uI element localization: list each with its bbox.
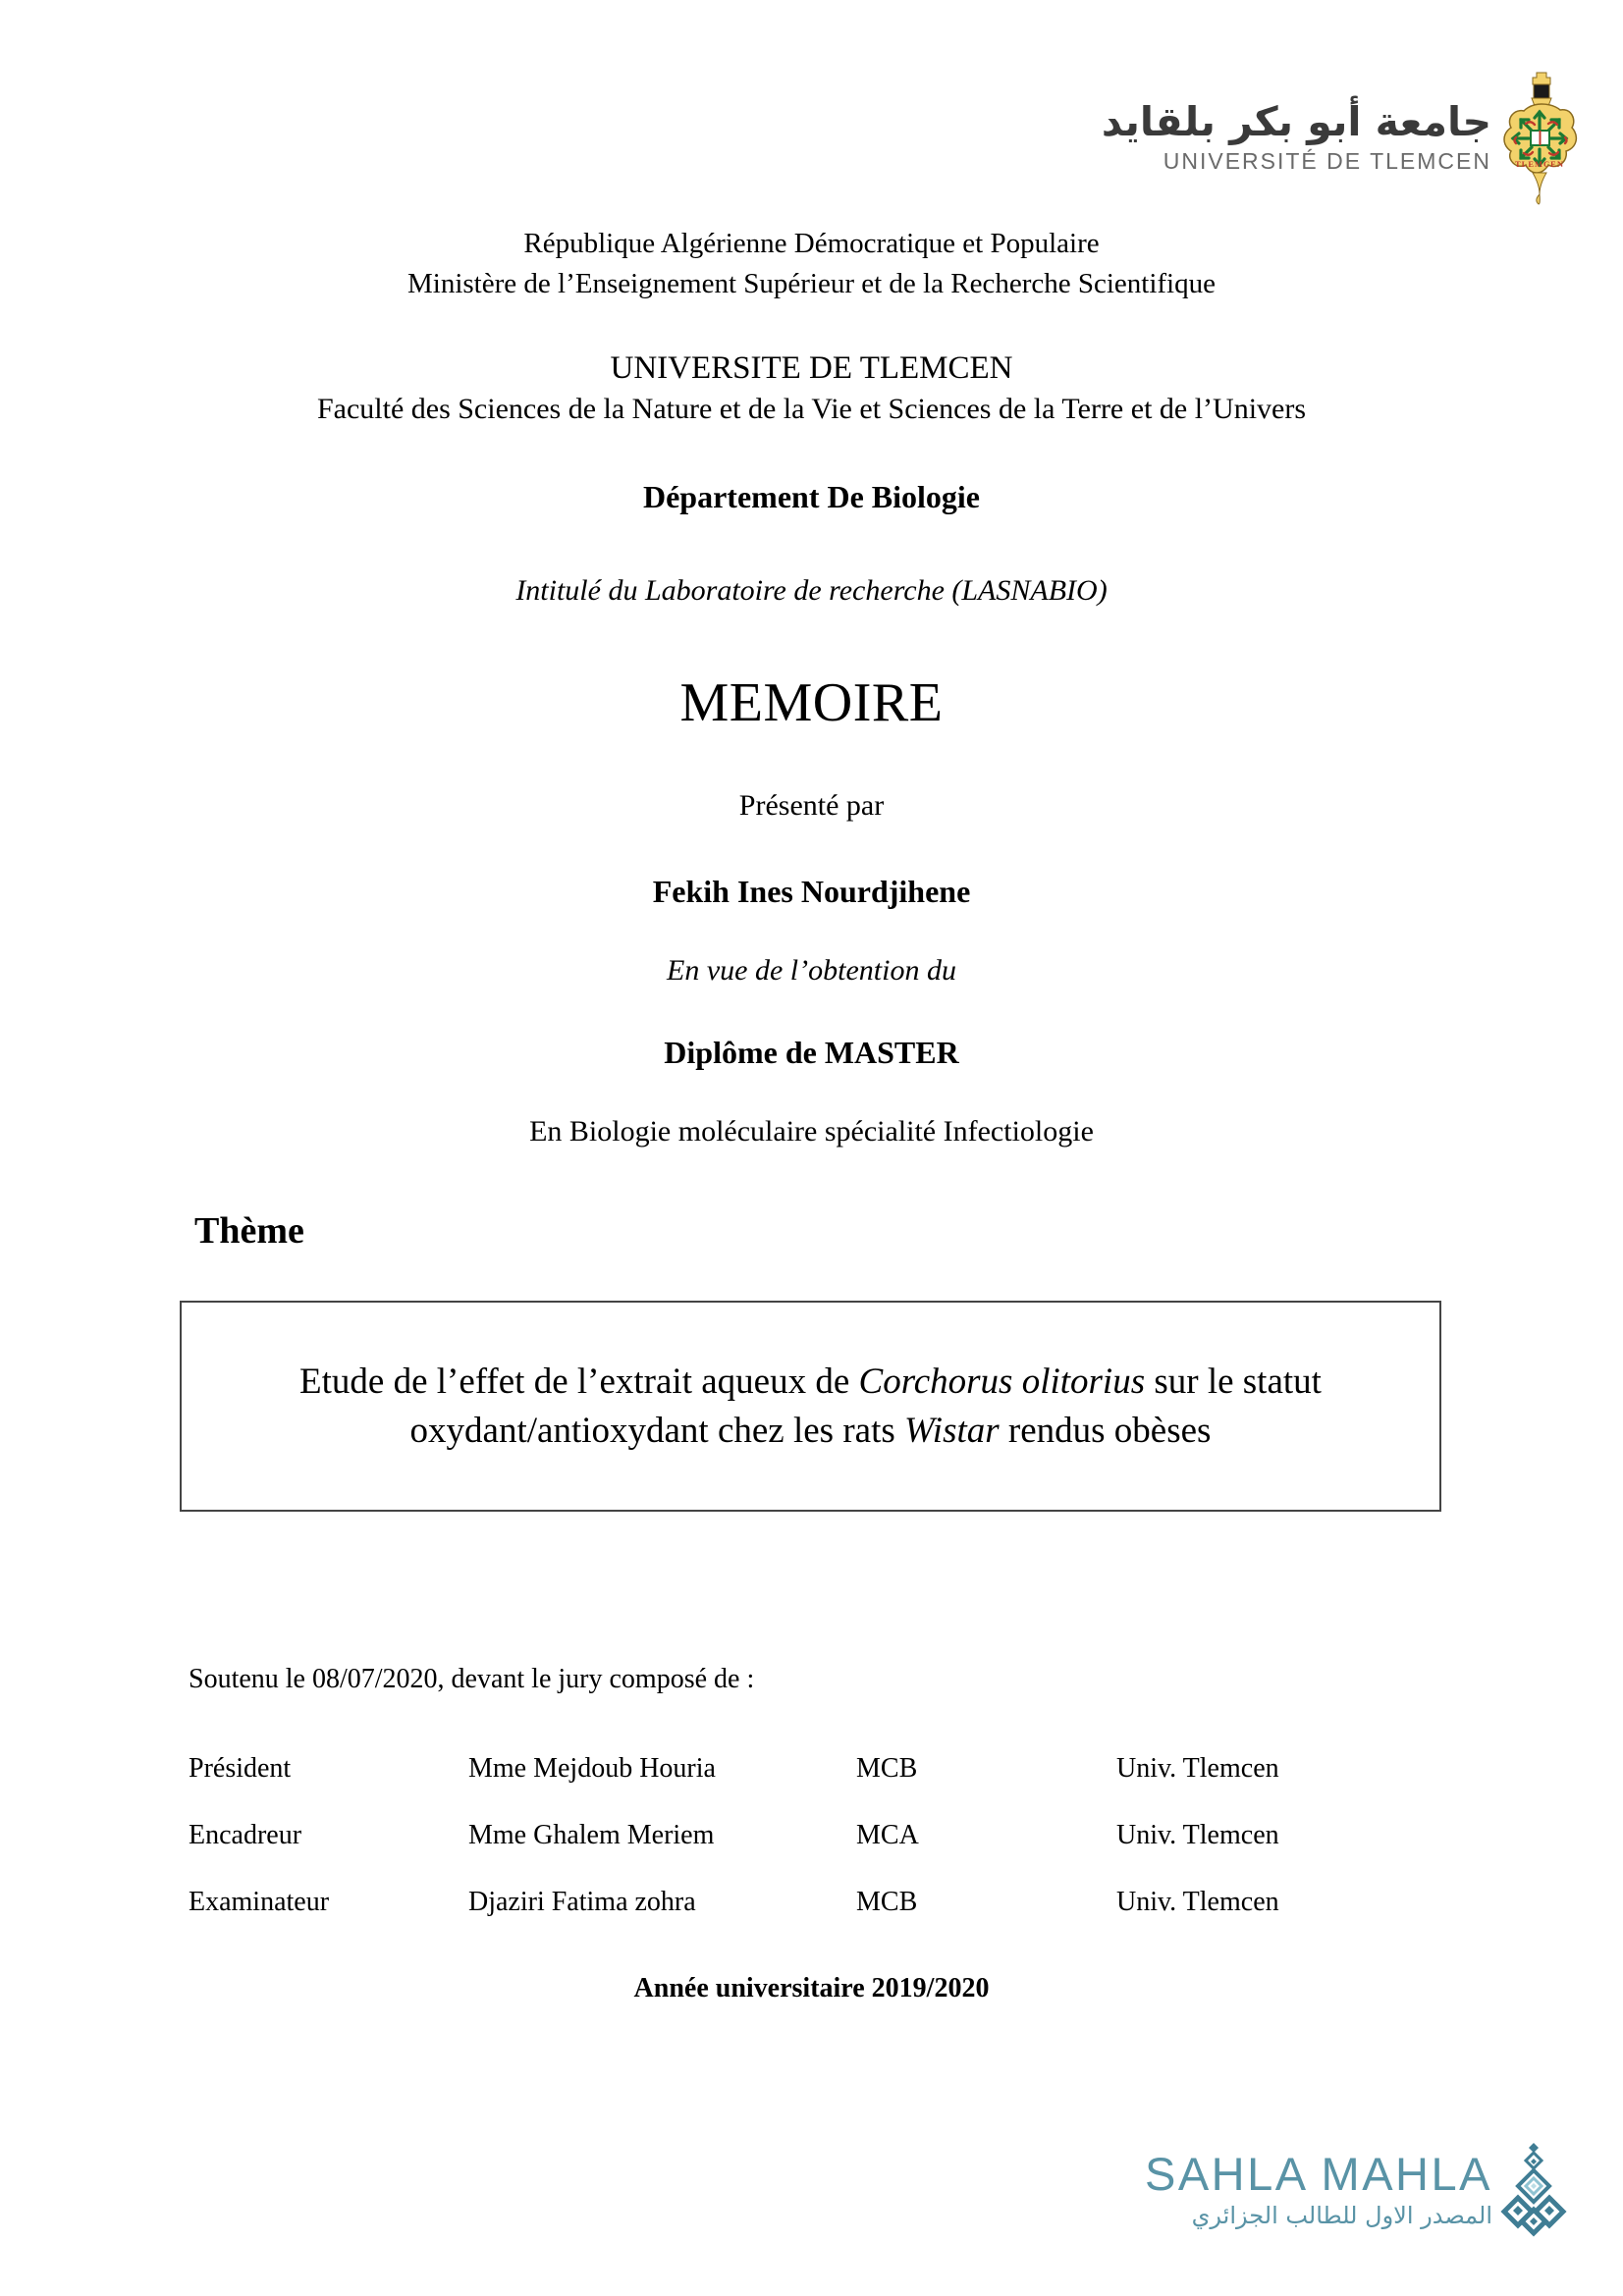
in-view-of-label: En vue de l’obtention du — [667, 954, 956, 987]
table-row — [189, 1735, 1327, 1802]
faculty-line: Faculté des Sciences de la Nature et de la Vie et Sciences de la Terre et de l’Univers — [316, 393, 1307, 425]
university-arabic-name: جامعة أبو بكر بلقايد — [1101, 98, 1491, 146]
tlemcen-university-emblem-icon — [1499, 69, 1584, 206]
sahla-mahla-ornament-icon — [1498, 2141, 1569, 2239]
theme-title-text-1: Etude de l’effet de l’extrait aqueux de — [299, 1362, 859, 1403]
jury-table — [189, 1735, 1327, 1936]
sahla-mahla-text — [1144, 2148, 1492, 2229]
jury-institution: Univ. Tlemcen — [1116, 1820, 1279, 1850]
jury-grade: MCB — [856, 1753, 918, 1784]
jury-member-name: Djaziri Fatima zohra — [468, 1887, 696, 1917]
document-type-title: MEMOIRE — [679, 672, 944, 733]
jury-institution: Univ. Tlemcen — [1116, 1753, 1279, 1784]
jury-intro-line: Soutenu le 08/07/2020, devant le jury composé de : — [189, 1664, 755, 1694]
svg-text:TLEMCEN: TLEMCEN — [1515, 159, 1564, 169]
jury-institution: Univ. Tlemcen — [1116, 1887, 1279, 1917]
sahla-mahla-watermark — [1145, 2141, 1569, 2239]
jury-role: Président — [189, 1753, 292, 1784]
jury-table-body — [189, 1735, 1327, 1936]
theme-title-species-2: Wistar — [904, 1410, 1000, 1451]
ministry-line: Ministère de l’Enseignement Supérieur et de la Recherche Scientifique — [407, 268, 1216, 299]
table-row — [189, 1869, 1327, 1936]
specialty-line: En Biologie moléculaire spécialité Infectiologie — [529, 1115, 1094, 1148]
academic-year: Année universitaire 2019/2020 — [633, 1973, 990, 2003]
author-name: Fekih Ines Nourdjihene — [652, 874, 971, 909]
jury-grade: MCA — [856, 1820, 919, 1850]
jury-role: Encadreur — [189, 1820, 302, 1850]
laboratory-line: Intitulé du Laboratoire de recherche (LASNABIO) — [515, 574, 1108, 607]
theme-title-text-3: rendus obèses — [999, 1410, 1212, 1451]
jury-role: Examinateur — [189, 1887, 330, 1917]
theme-heading: Thème — [194, 1210, 304, 1252]
theme-title — [182, 1358, 1439, 1454]
presented-by-label: Présenté par — [738, 789, 885, 822]
university-logo-text — [1101, 98, 1491, 175]
university-name-line: UNIVERSITE DE TLEMCEN — [610, 350, 1013, 386]
sahla-mahla-title: SAHLA MAHLA — [1144, 2148, 1492, 2200]
table-row — [189, 1802, 1327, 1869]
theme-title-text-2: sur le statut oxydant/antioxydant chez les rats — [409, 1362, 1322, 1451]
theme-box — [180, 1301, 1441, 1512]
sahla-mahla-tagline: المصدر الاول للطالب الجزائري — [1191, 2202, 1492, 2229]
republic-line: République Algérienne Démocratique et Populaire — [523, 228, 1100, 259]
jury-member-name: Mme Mejdoub Houria — [468, 1753, 716, 1784]
university-latin-name: UNIVERSITÉ DE TLEMCEN — [1163, 148, 1491, 175]
department-line: Département De Biologie — [642, 479, 980, 514]
diploma-name: Diplôme de MASTER — [664, 1035, 959, 1070]
theme-title-species-1: Corchorus olitorius — [858, 1362, 1146, 1403]
university-logo — [1102, 69, 1584, 206]
jury-member-name: Mme Ghalem Meriem — [468, 1820, 715, 1850]
jury-grade: MCB — [856, 1887, 918, 1917]
